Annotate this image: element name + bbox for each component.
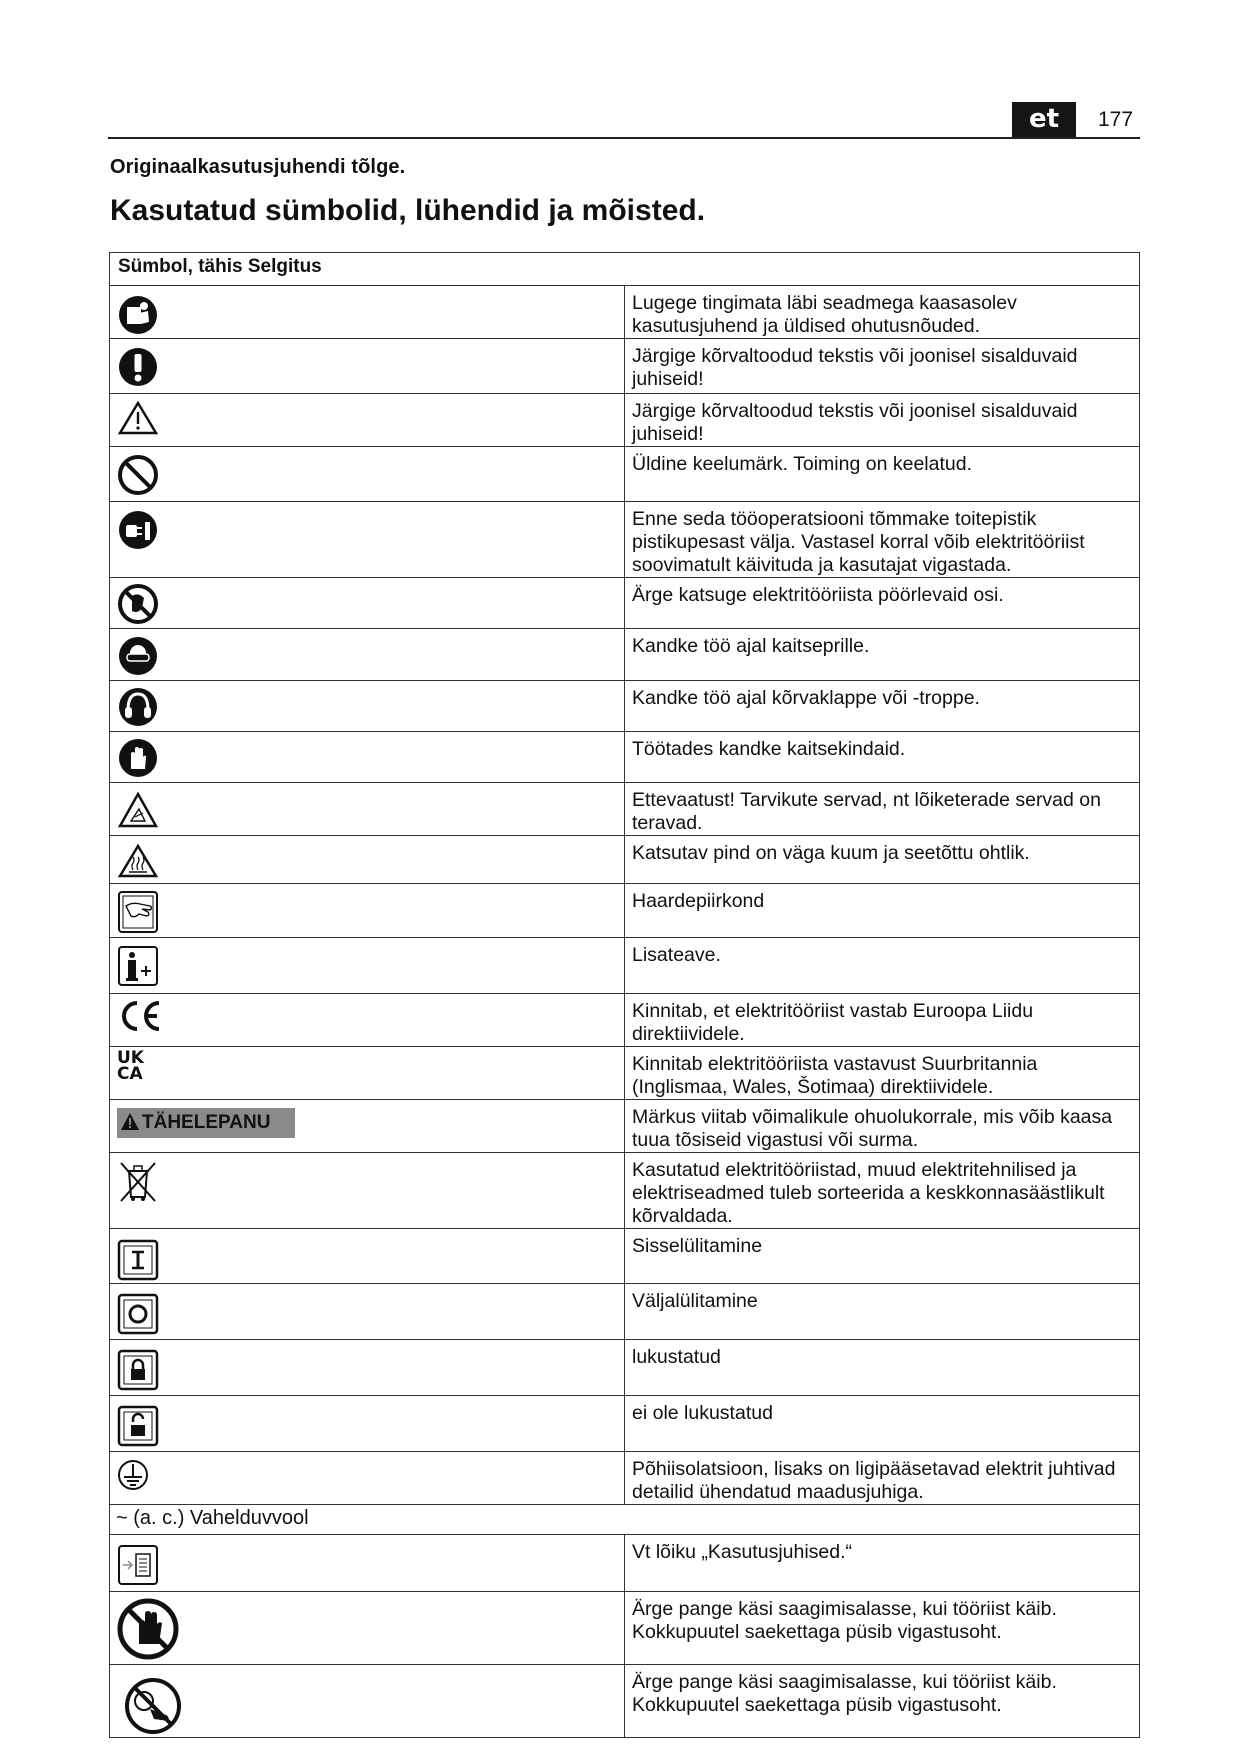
table-row: [110, 339, 1140, 394]
row-text: Katsutav pind on väga kuum ja seetõttu ohtlik.: [625, 836, 1140, 884]
row-text: Väljalülitamine: [625, 1284, 1140, 1340]
table-row: [110, 884, 1140, 938]
row-text: Vt lõiku „Kasutusjuhised.“: [625, 1535, 1140, 1592]
exclamation-icon: [117, 346, 159, 388]
table-row: [110, 1153, 1140, 1229]
prohibition-icon: [117, 454, 159, 496]
see-section-icon: [117, 1544, 159, 1586]
language-badge: et: [1012, 102, 1076, 137]
attention-badge-icon: [117, 1108, 295, 1138]
table-row: [110, 1229, 1140, 1284]
table-row: [110, 1592, 1140, 1665]
table-row: [110, 1047, 1140, 1100]
ce-mark-icon: [117, 999, 163, 1033]
row-text: Üldine keelumärk. Toiming on keelatud.: [625, 447, 1140, 502]
row-text: Kinnitab, et elektritööriist vastab Euroopa Liidu direktiividele.: [625, 994, 1140, 1047]
table-header-row: [110, 253, 1140, 286]
row-text: Töötades kandke kaitsekindaid.: [625, 732, 1140, 783]
gloves-icon: [117, 737, 159, 779]
safety-goggles-icon: [117, 635, 159, 677]
table-row: [110, 1100, 1140, 1153]
symbols-table: [109, 252, 1140, 1738]
header-rule: [108, 137, 1140, 139]
warning-triangle-icon: [120, 1112, 140, 1132]
sharp-edges-icon: [117, 791, 159, 829]
grip-area-icon: [117, 890, 159, 934]
table-row: [110, 994, 1140, 1047]
row-text: Sisselülitamine: [625, 1229, 1140, 1284]
row-text: Märkus viitab võimalikule ohuolukorrale, mis võib kaasa tuua tõsiseid vigastusi või surma.: [625, 1100, 1140, 1153]
attention-label: TÄHELEPANU: [142, 1112, 271, 1133]
table-row: [110, 1340, 1140, 1396]
row-text: Ettevaatust! Tarvikute servad, nt lõiketerade servad on teravad.: [625, 783, 1140, 836]
table-row: [110, 1505, 1140, 1535]
table-row: [110, 783, 1140, 836]
row-text: Ärge pange käsi saagimisalasse, kui tööriist käib. Kokkupuutel saekettaga püsib vigastusoht.: [625, 1665, 1140, 1738]
table-row: [110, 447, 1140, 502]
table-row: [110, 1396, 1140, 1452]
table-row: [110, 1535, 1140, 1592]
row-text: Ärge pange käsi saagimisalasse, kui tööriist käib. Kokkupuutel saekettaga püsib vigastusoht.: [625, 1592, 1140, 1665]
row-text: lukustatud: [625, 1340, 1140, 1396]
row-text: Järgige kõrvaltoodud tekstis või joonisel sisalduvaid juhiseid!: [625, 394, 1140, 447]
row-text: Lisateave.: [625, 938, 1140, 994]
no-hand-icon: [117, 1598, 179, 1660]
no-hand-saw-icon: [124, 1677, 182, 1735]
table-row: [110, 732, 1140, 783]
weee-bin-icon: [117, 1159, 159, 1203]
row-text: Lugege tingimata läbi seadmega kaasasolev kasutusjuhend ja üldised ohutusnõuded.: [625, 286, 1140, 339]
row-text: ~ (a. c.) Vahelduvvool: [110, 1505, 1140, 1535]
table-row: [110, 578, 1140, 629]
ground-icon: [117, 1459, 149, 1491]
table-row: [110, 286, 1140, 339]
row-text: Kandke töö ajal kaitseprille.: [625, 629, 1140, 681]
table-header: Sümbol, tähis Selgitus: [110, 253, 1140, 286]
table-row: [110, 938, 1140, 994]
table-row: [110, 836, 1140, 884]
ukca-mark-icon: UK CA: [117, 1048, 144, 1084]
page-title: Kasutatud sümbolid, lühendid ja mõisted.: [110, 194, 706, 227]
table-row: [110, 681, 1140, 732]
row-text: ei ole lukustatud: [625, 1396, 1140, 1452]
power-off-icon: [117, 1293, 159, 1335]
row-text: Haardepiirkond: [625, 884, 1140, 938]
document-subtitle: Originaalkasutusjuhendi tõlge.: [110, 156, 406, 178]
table-row: [110, 394, 1140, 447]
no-touch-rotating-icon: [117, 583, 159, 625]
table-row: [110, 502, 1140, 578]
table-row: [110, 1665, 1140, 1738]
row-text: Järgige kõrvaltoodud tekstis või joonisel sisalduvaid juhiseid!: [625, 339, 1140, 394]
unplug-icon: [117, 509, 159, 551]
ear-protection-icon: [117, 686, 159, 728]
table-row: [110, 629, 1140, 681]
unlocked-icon: [117, 1405, 159, 1447]
row-text: Kandke töö ajal kõrvaklappe või -troppe.: [625, 681, 1140, 732]
table-row: [110, 1452, 1140, 1505]
info-icon: [117, 945, 159, 987]
locked-icon: [117, 1349, 159, 1391]
table-row: [110, 1284, 1140, 1340]
row-text: Kinnitab elektritööriista vastavust Suurbritannia (Inglismaa, Wales, Šotimaa) direktiividele.: [625, 1047, 1140, 1100]
warning-triangle-icon: [117, 400, 159, 436]
read-manual-icon: [117, 294, 159, 336]
row-text: Kasutatud elektritööriistad, muud elektritehnilised ja elektriseadmed tuleb sorteerida a keskkonnasäästlikult kõrvaldada.: [625, 1153, 1140, 1229]
hot-surface-icon: [117, 843, 159, 879]
page-number: 177: [1098, 108, 1134, 131]
row-text: Põhiisolatsioon, lisaks on ligipääsetavad elektrit juhtivad detailid ühendatud maadusjuhiga.: [625, 1452, 1140, 1505]
row-text: Ärge katsuge elektritööriista pöörlevaid osi.: [625, 578, 1140, 629]
power-on-icon: [117, 1239, 159, 1281]
row-text: Enne seda tööoperatsiooni tõmmake toitepistik pistikupesast välja. Vastasel korral võib elektritööriist soovimatult käivituda ja kasutajat vigastada.: [625, 502, 1140, 578]
